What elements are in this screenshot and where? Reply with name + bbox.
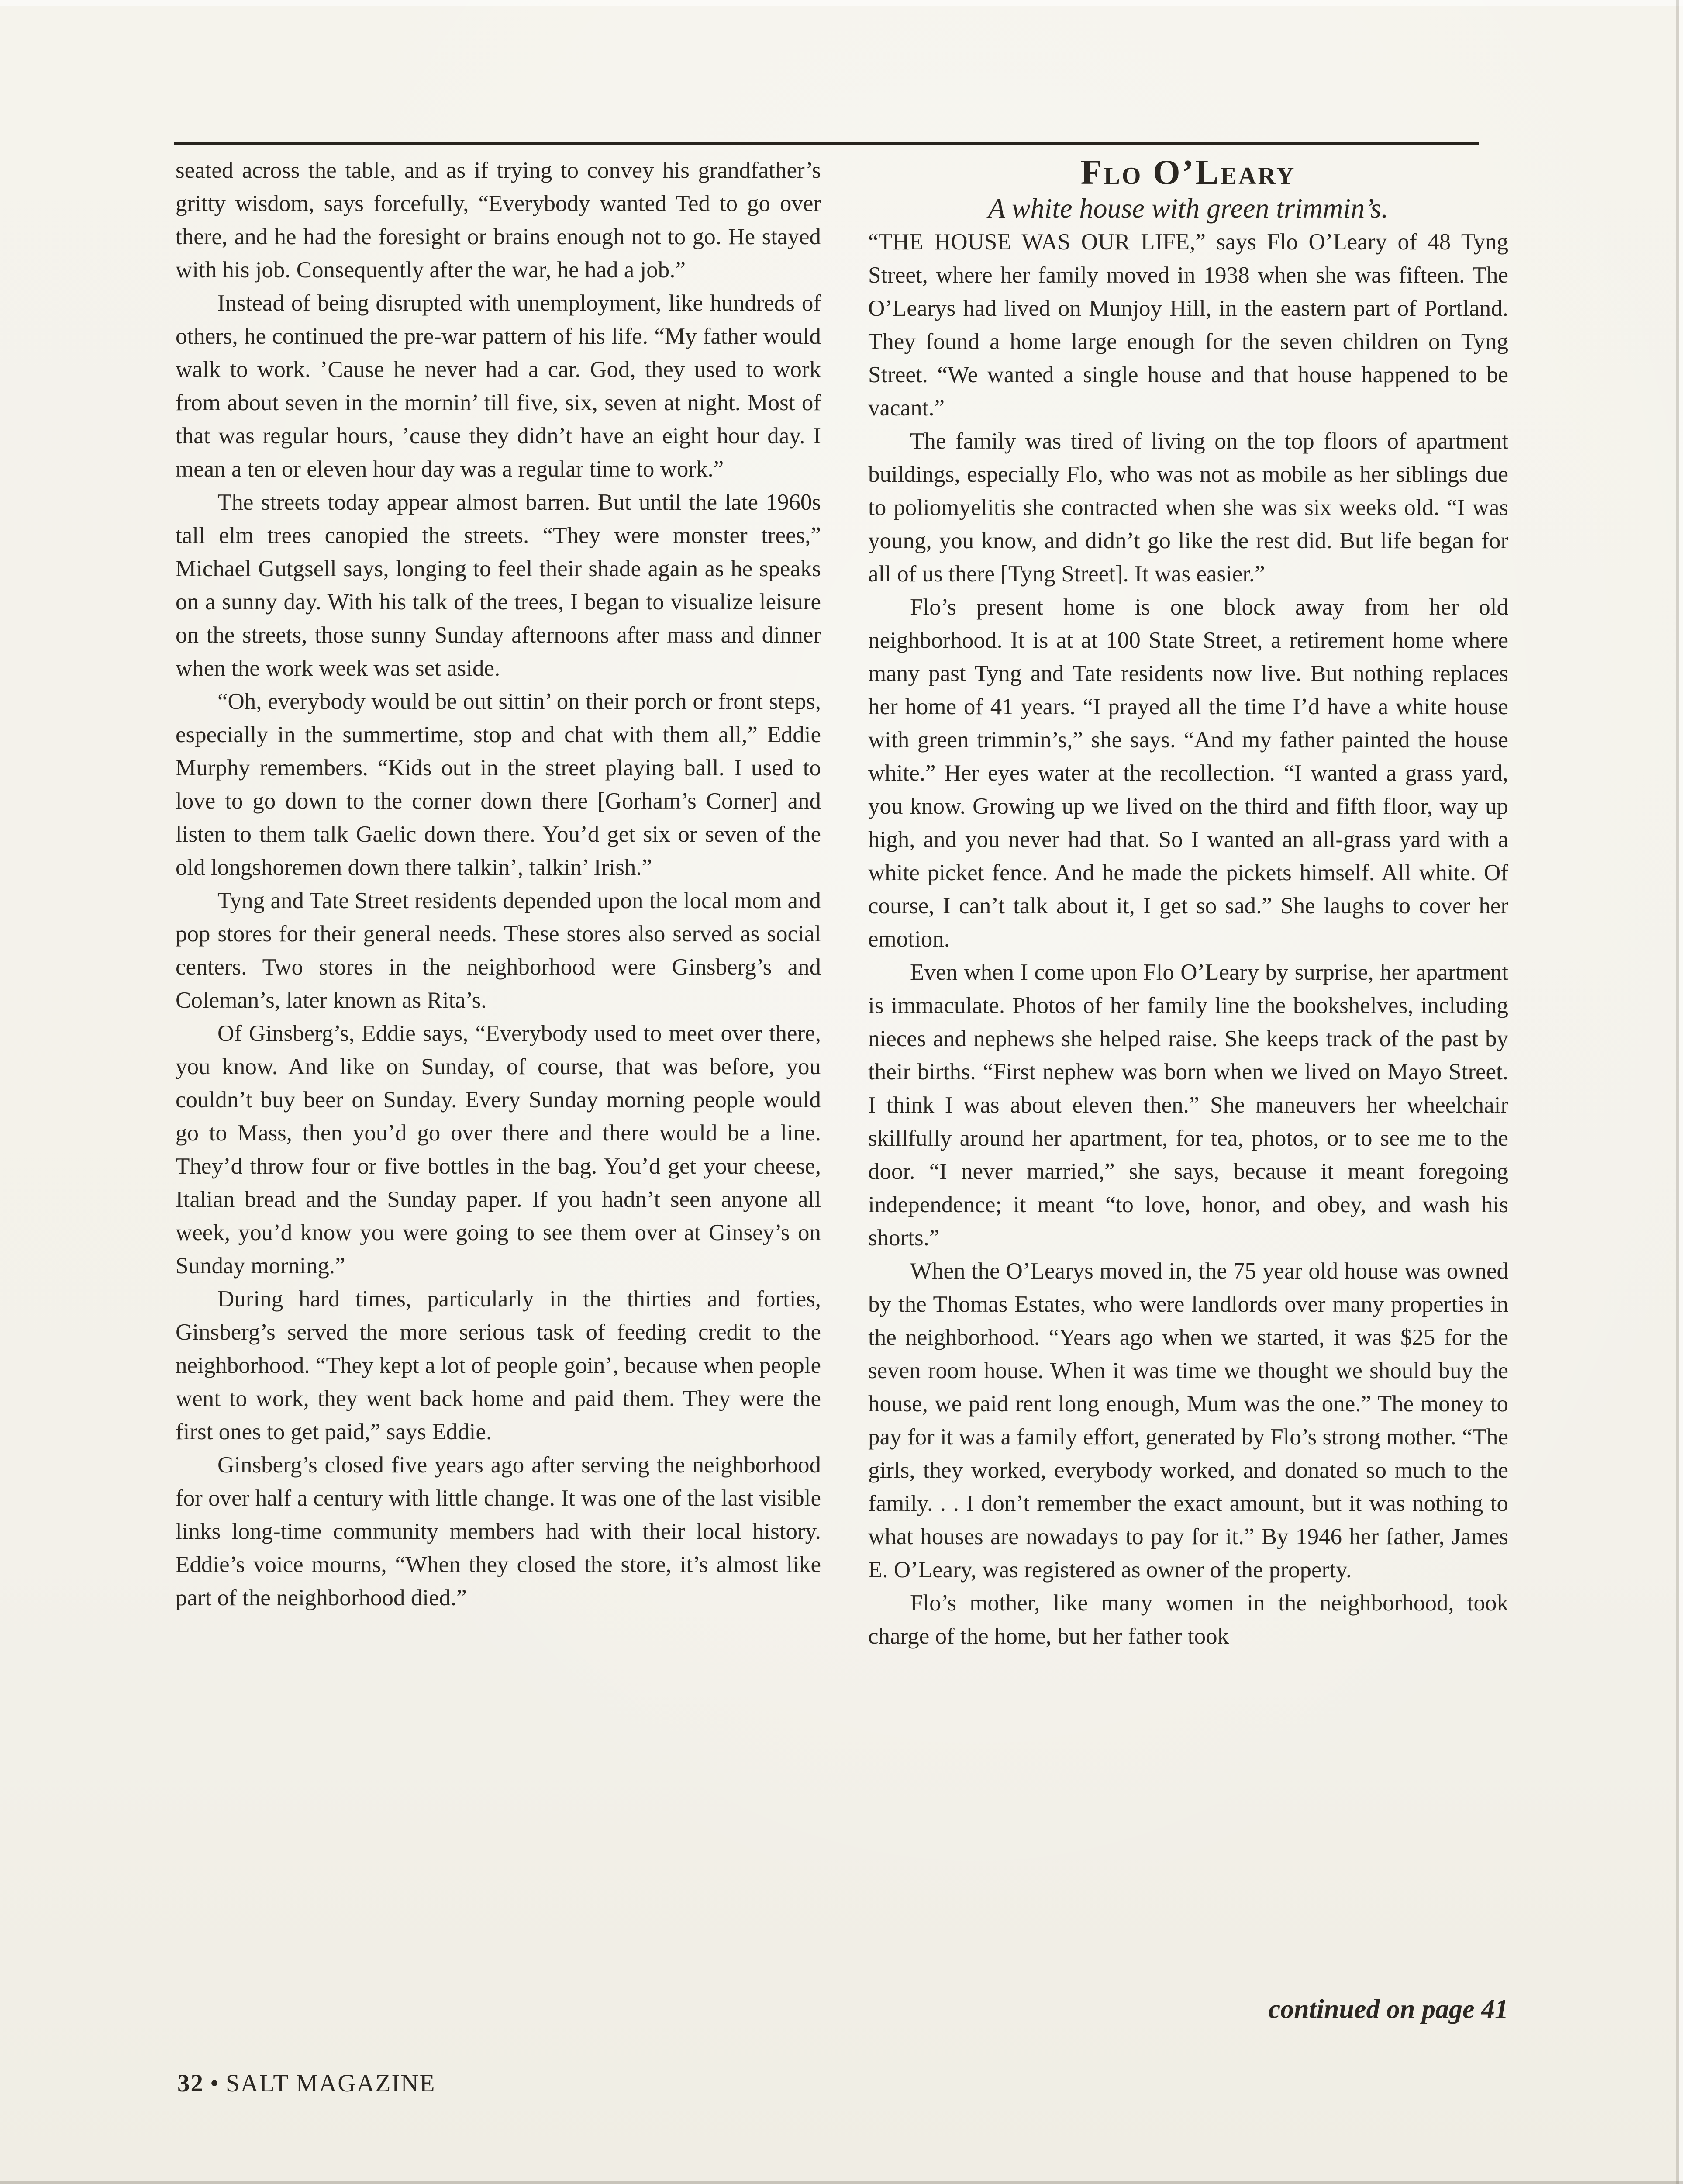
- paragraph: When the O’Learys moved in, the 75 year old house was owned by the Thomas Estates, who were landlords over many properties in the neighborhood. “Years ago when we started, it was $25 for the seven room house. When it was time we thought we should buy the house, we paid rent long enough, Mum was the one.” The money to pay for it was a family effort, generated by Flo’s strong mother. “The girls, they worked, everybody worked, and donated so much to the family. . . I don’t remember the exact amount, but it was nothing to what houses are nowadays to pay for it.” By 1946 her father, James E. O’Leary, was registered as owner of the property.: [868, 1258, 1508, 1583]
- left-text-column: [176, 154, 821, 1614]
- paragraph: Ginsberg’s closed five years ago after serving the neighborhood for over half a century with little change. It was one of the last visible links long-time community members had with their local history. Eddie’s voice mourns, “When they closed the store, it’s almost like part of the neighborhood died.”: [176, 1452, 821, 1610]
- paragraph: Even when I come upon Flo O’Leary by surprise, her apartment is immaculate. Photos of her family line the bookshelves, including nieces and nephews she helped raise. She keeps track of the past by their births. “First nephew was born when we lived on Mayo Street. I think I was about eleven then.” She maneuvers her wheelchair skillfully around her apartment, for tea, photos, or to see me to the door. “I never married,” she says, because it meant foregoing independence; it meant “to love, honor, and obey, and wash his shorts.”: [868, 960, 1508, 1251]
- continued-on-page-note: continued on page 41: [1268, 1994, 1508, 2024]
- scan-edge-right-light: [1679, 0, 1683, 2184]
- footer-bullet-separator: •: [210, 2070, 220, 2097]
- paragraph: During hard times, particularly in the thirties and forties, Ginsberg’s served the more serious task of feeding credit to the neighborhood. “They kept a lot of people goin’, because when people went to work, they went back home and paid them. They were the first ones to get paid,” says Eddie.: [176, 1286, 821, 1444]
- footer-magazine-name: SALT MAGAZINE: [225, 2070, 436, 2097]
- paragraph: Instead of being disrupted with unemployment, like hundreds of others, he continued the pre-war pattern of his life. “My father would walk to work. ’Cause he never had a car. God, they used to work from about seven in the mornin’ till five, six, seven at night. Most of that was regular hours, ’cause they didn’t have an eight hour day. I mean a ten or eleven hour day was a regular time to work.”: [176, 290, 821, 482]
- footer-page-number: 32: [177, 2070, 204, 2097]
- scan-edge-right-crease: [1676, 0, 1679, 2184]
- paragraph: Tyng and Tate Street residents depended upon the local mom and pop stores for their general needs. These stores also served as social centers. Two stores in the neighborhood were Ginsberg’s and Coleman’s, later known as Rita’s.: [176, 888, 821, 1013]
- right-text-column: [868, 154, 1508, 1653]
- page-footer: [177, 2070, 435, 2098]
- article-title: Flo O’Leary: [1080, 153, 1296, 192]
- article-subtitle: A white house with green trimmin’s.: [988, 193, 1389, 224]
- scan-edge-bottom: [0, 2181, 1683, 2184]
- header-rule-divider: [174, 142, 1479, 145]
- paragraph: seated across the table, and as if trying to convey his grandfather’s gritty wisdom, says forcefully, “Everybody wanted Ted to go over there, and he had the foresight or brains enough not to go. He stayed with his job. Consequently after the war, he had a job.”: [176, 158, 821, 283]
- paragraph: The family was tired of living on the top floors of apartment buildings, especially Flo, who was not as mobile as her siblings due to poliomyelitis she contracted when she was six weeks old. “I was young, you know, and didn’t go like the rest did. But life began for all of us there [Tyng Street]. It was easier.”: [868, 429, 1508, 587]
- paragraph: Of Ginsberg’s, Eddie says, “Everybody used to meet over there, you know. And like on Sunday, of course, that was before, you couldn’t buy beer on Sunday. Every Sunday morning people would go to Mass, then you’d go over there and there would be a line. They’d throw four or five bottles in the bag. You’d get your cheese, Italian bread and the Sunday paper. If you hadn’t seen anyone all week, you’d know you were going to see them over at Ginsey’s on Sunday morning.”: [176, 1021, 821, 1279]
- scan-edge-top: [0, 0, 1683, 6]
- paragraph: “Oh, everybody would be out sittin’ on their porch or front steps, especially in the summertime, stop and chat with them all,” Eddie Murphy remembers. “Kids out in the street playing ball. I used to love to go down to the corner down there [Gorham’s Corner] and listen to them talk Gaelic down there. You’d get six or seven of the old longshoremen down there talkin’, talkin’ Irish.”: [176, 689, 821, 880]
- paragraph: Flo’s mother, like many women in the neighborhood, took charge of the home, but her father took: [868, 1590, 1508, 1649]
- paragraph: The streets today appear almost barren. But until the late 1960s tall elm trees canopied the streets. “They were monster trees,” Michael Gutgsell says, longing to feel their shade again as he speaks on a sunny day. With his talk of the trees, I began to visualize leisure on the streets, those sunny Sunday afternoons after mass and dinner when the work week was set aside.: [176, 490, 821, 681]
- paragraph: “THE HOUSE WAS OUR LIFE,” says Flo O’Leary of 48 Tyng Street, where her family moved in 1938 when she was fifteen. The O’Learys had lived on Munjoy Hill, in the eastern part of Portland. They found a home large enough for the seven children on Tyng Street. “We wanted a single house and that house happened to be vacant.”: [868, 229, 1508, 421]
- paragraph: Flo’s present home is one block away from her old neighborhood. It is at at 100 State Street, a retirement home where many past Tyng and Tate residents now live. But nothing replaces her home of 41 years. “I prayed all the time I’d have a white house with green trimmin’s,” she says. “And my father painted the house white.” Her eyes water at the recollection. “I wanted a grass yard, you know. Growing up we lived on the third and fifth floor, way up high, and you never had that. So I wanted an all-grass yard with a white picket fence. And he made the pickets himself. All white. Of course, I can’t talk about it, I get so sad.” She laughs to cover her emotion.: [868, 594, 1508, 952]
